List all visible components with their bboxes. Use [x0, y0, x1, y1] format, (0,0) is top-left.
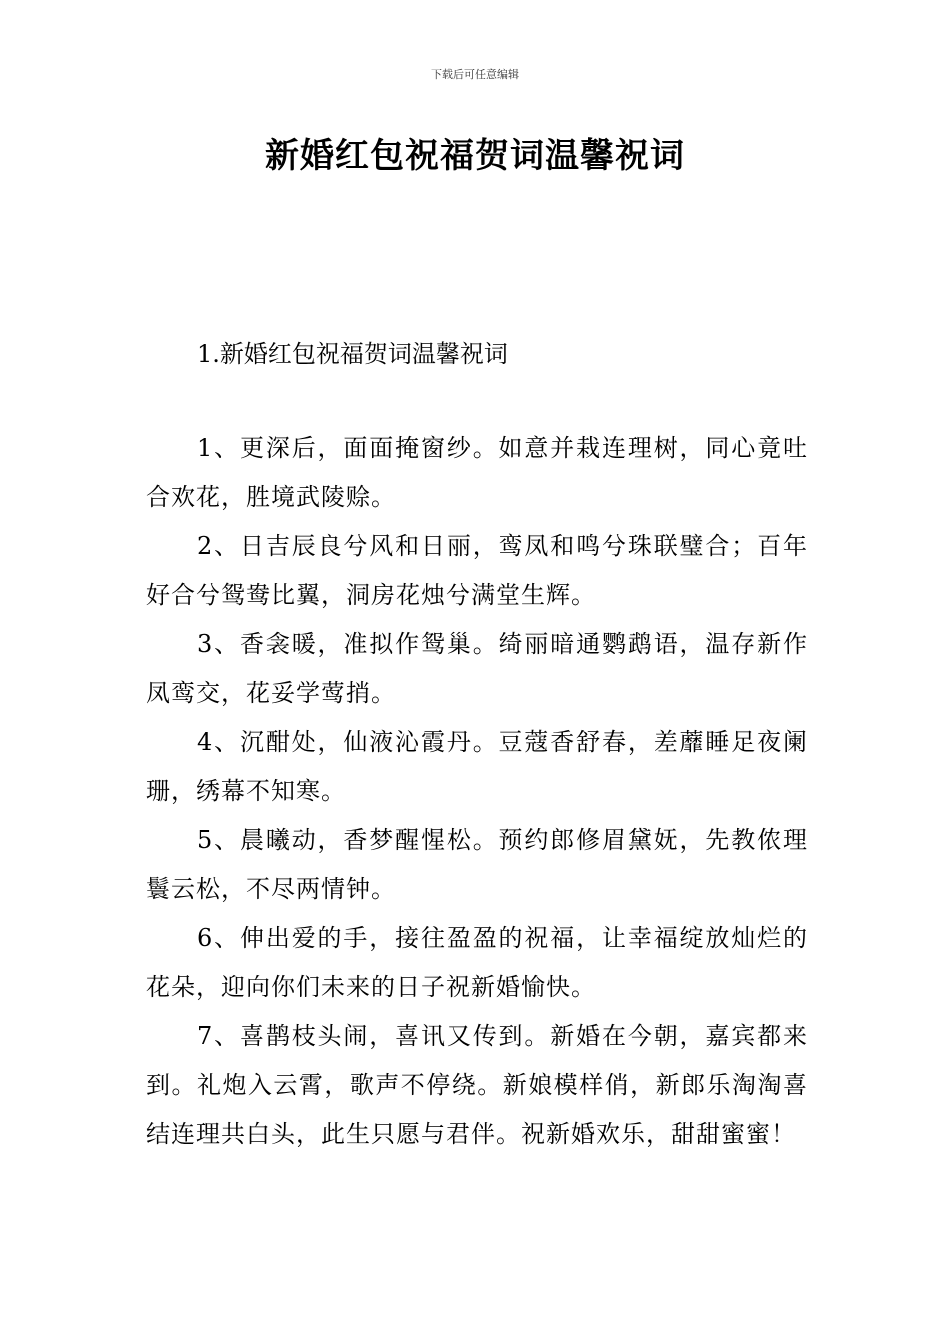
document-title: 新婚红包祝福贺词温馨祝词 — [265, 136, 685, 176]
paragraph-5: 5、晨曦动，香梦醒惺松。预约郎修眉黛妩，先教侬理鬟云松，不尽两情钟。 — [146, 826, 808, 903]
paragraph-1: 1、更深后，面面掩窗纱。如意并栽连理树，同心竟吐合欢花，胜境武陵赊。 — [146, 434, 808, 511]
document-body — [146, 424, 808, 1159]
paragraph-6: 6、伸出爱的手，接往盈盈的祝福，让幸福绽放灿烂的花朵，迎向你们未来的日子祝新婚愉快。 — [146, 924, 808, 1001]
section-heading: 1.新婚红包祝福贺词温馨祝词 — [197, 340, 508, 368]
paragraph-7: 7、喜鹊枝头闹，喜讯又传到。新婚在今朝，嘉宾都来到。礼炮入云霄，歌声不停绕。新娘模样俏，新郎乐淘淘喜结连理共白头，此生只愿与君伴。祝新婚欢乐，甜甜蜜蜜！ — [146, 1022, 808, 1148]
header-note: 下载后可任意编辑 — [431, 68, 519, 81]
paragraph-3: 3、香衾暖，准拟作鸳巢。绮丽暗通鹦鹉语，温存新作凤鸾交，花妥学莺捎。 — [146, 630, 808, 707]
paragraph-2: 2、日吉辰良兮风和日丽，鸾凤和鸣兮珠联璧合；百年好合兮鸳鸯比翼，洞房花烛兮满堂生辉。 — [146, 532, 808, 609]
paragraph-4: 4、沉酣处，仙液沁霞丹。豆蔻香舒春，差蘼睡足夜阑珊，绣幕不知寒。 — [146, 728, 808, 805]
